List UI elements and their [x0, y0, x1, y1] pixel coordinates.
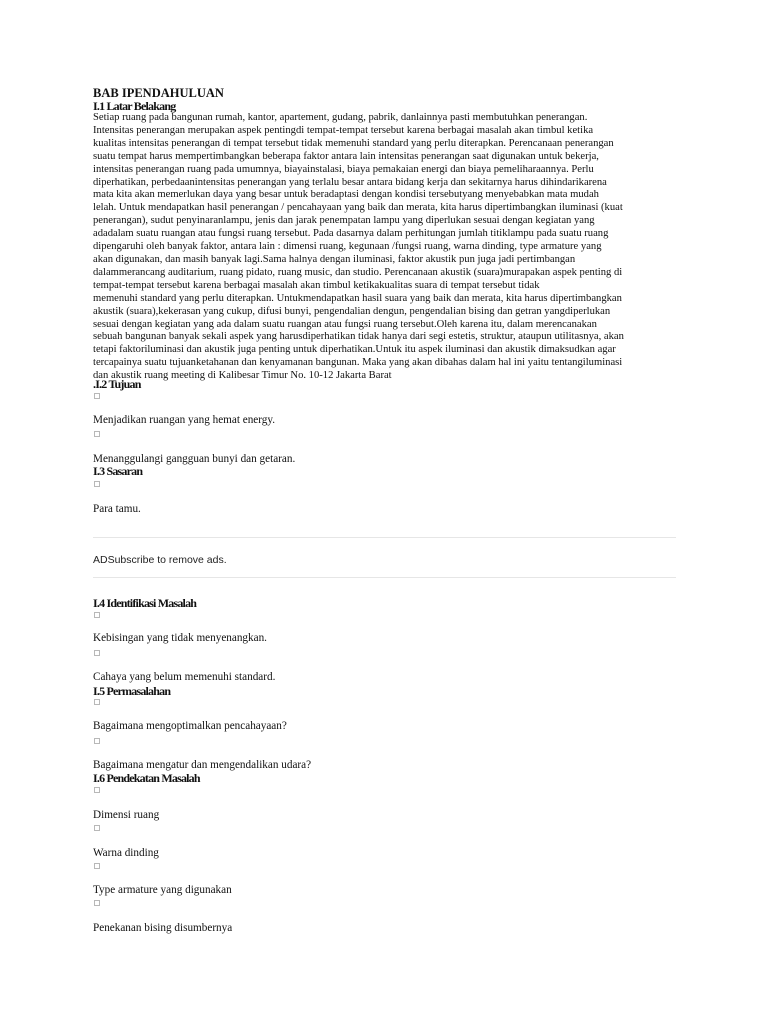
intro-paragraph [93, 112, 685, 383]
paragraph-line: diperhatikan, perbedaanintensitas penerangan yang terlalu besar antara bidang kerja dan sekitarnya harus dihindarikarena [93, 176, 607, 188]
paragraph-line: suatu tempat harus mempertimbangkan beberapa faktor antara lain intensitas penerangan saat digunakan untuk bekerja, [93, 150, 599, 162]
paragraph-line: dalammerancang auditarium, ruang pidato, ruang music, dan studio. Perencanaan akustik (suara)murapakan aspek penting di [93, 266, 623, 278]
paragraph-line: sesuai dengan kegiatan yang ada dalam suatu ruangan atau fungsi ruang tersebut.Oleh karena itu, dalam merencanakan [93, 318, 597, 330]
checkbox-icon [94, 481, 100, 487]
checkbox-icon [94, 900, 100, 906]
section-heading-permasalahan: I.5 Permasalahan [93, 684, 171, 698]
checkbox-icon [94, 738, 100, 744]
ad-divider-bottom [93, 577, 676, 578]
paragraph-line: intensitas penerangan ruang pada umumnya, biayainstalasi, biaya pemakaian energi dan biaya pemeliharaannya. Perlu [93, 163, 594, 175]
paragraph-line: memenuhi standard yang perlu diterapkan. Untukmendapatkan hasil suara yang baik dan merata, kita harus dipertimbangkan [93, 292, 622, 304]
list-item: Cahaya yang belum memenuhi standard. [93, 671, 276, 683]
paragraph-line: penerangan), sudut penyinaranlampu, jenis dan jarak penempatan lampu yang diperlukan sesuai dengan kegiatan yang [93, 215, 595, 227]
paragraph-line: mata kita akan memerlukan daya yang besar untuk beradaptasi dengan kondisi tersebutyang menyebabkan mata mudah [93, 189, 599, 201]
subscribe-to-remove-ads-link[interactable]: ADSubscribe to remove ads. [93, 554, 227, 566]
list-item: Type armature yang digunakan [93, 884, 232, 896]
list-item: Bagaimana mengoptimalkan pencahayaan? [93, 720, 287, 732]
section-heading-latar-belakang: I.1 Latar Belakang [93, 99, 176, 113]
paragraph-line: Intensitas penerangan merupakan aspek pentingdi tempat-tempat tersebut karena berbagai masalah akan timbul ketika [93, 124, 594, 136]
section-heading-identifikasi: I.4 Identifikasi Masalah [93, 596, 197, 610]
paragraph-line: sebuah bangunan banyak sekali aspek yang harusdiperhatikan tidak hanya dari segi estetis, struktur, ataupun utilitasnya, akan [93, 331, 624, 343]
checkbox-icon [94, 787, 100, 793]
list-item: Bagaimana mengatur dan mengendalikan udara? [93, 759, 312, 771]
paragraph-line: tetapi faktoriluminasi dan akustik juga penting untuk diperhatikan.Untuk itu aspek iluminasi dan akustik dimaksudkan agar [93, 344, 616, 356]
list-item: Penekanan bising disumbernya [93, 922, 233, 934]
paragraph-line: tempat-tempat tersebut karena berbagai masalah akan timbul ketikakualitas suara di tempat tersebut tidak [93, 279, 540, 291]
paragraph-line: kualitas intensitas penerangan di tempat tersebut tidak memenuhi standard yang perlu diterapkan. Perencanaan penerangan [93, 137, 614, 149]
section-heading-tujuan: .I.2 Tujuan [93, 377, 141, 391]
checkbox-icon [94, 699, 100, 705]
ad-divider-top [93, 537, 676, 538]
list-item: Menjadikan ruangan yang hemat energy. [93, 414, 276, 426]
list-item: Dimensi ruang [93, 809, 160, 821]
section-heading-sasaran: I.3 Sasaran [93, 464, 143, 478]
paragraph-line: adadalam suatu ruangan atau fungsi ruang tersebut. Pada dasarnya dalam perhitungan jumlah titiklampu pada suatu ruang [93, 228, 609, 240]
checkbox-icon [94, 612, 100, 618]
paragraph-line: Setiap ruang pada bangunan rumah, kantor, apartement, gudang, pabrik, danlainnya pasti membutuhkan penerangan. [93, 112, 588, 123]
paragraph-line: lelah. Untuk mendapatkan hasil penerangan / pencahayaan yang baik dan merata, kita harus dipertimbangkan iluminasi (kuat [93, 202, 623, 214]
checkbox-icon [94, 825, 100, 831]
list-item: Menanggulangi gangguan bunyi dan getaran. [93, 453, 296, 465]
list-item: Kebisingan yang tidak menyenangkan. [93, 632, 267, 644]
checkbox-icon [94, 650, 100, 656]
checkbox-icon [94, 431, 100, 437]
paragraph-line: akustik (suara),kekerasan yang cukup, difusi bunyi, pengendalian dengun, pengendalian bising dan getran yangdiperlukan [93, 305, 611, 317]
list-item: Para tamu. [93, 503, 141, 515]
paragraph-line: akan digunakan, dan masih banyak lagi.Sama halnya dengan iluminasi, faktor akustik pun juga jadi pertimbangan [93, 253, 576, 265]
paragraph-line: dan akustik ruang meeting di Kalibesar Timur No. 10-12 Jakarta Barat [93, 370, 392, 382]
paragraph-line: dipengaruhi oleh banyak faktor, antara lain : dimensi ruang, kegunaan /fungsi ruang, warna dinding, type armature yang [93, 241, 602, 253]
paragraph-line: tercapainya suatu tujuanketahanan dan kenyamanan bangunan. Maka yang akan dibahas dalam hal ini yaitu tentangiluminasi [93, 357, 623, 369]
checkbox-icon [94, 863, 100, 869]
section-heading-pendekatan: I.6 Pendekatan Masalah [93, 771, 200, 785]
document-title: BAB IPENDAHULUAN [93, 86, 224, 100]
list-item: Warna dinding [93, 847, 159, 859]
checkbox-icon [94, 393, 100, 399]
